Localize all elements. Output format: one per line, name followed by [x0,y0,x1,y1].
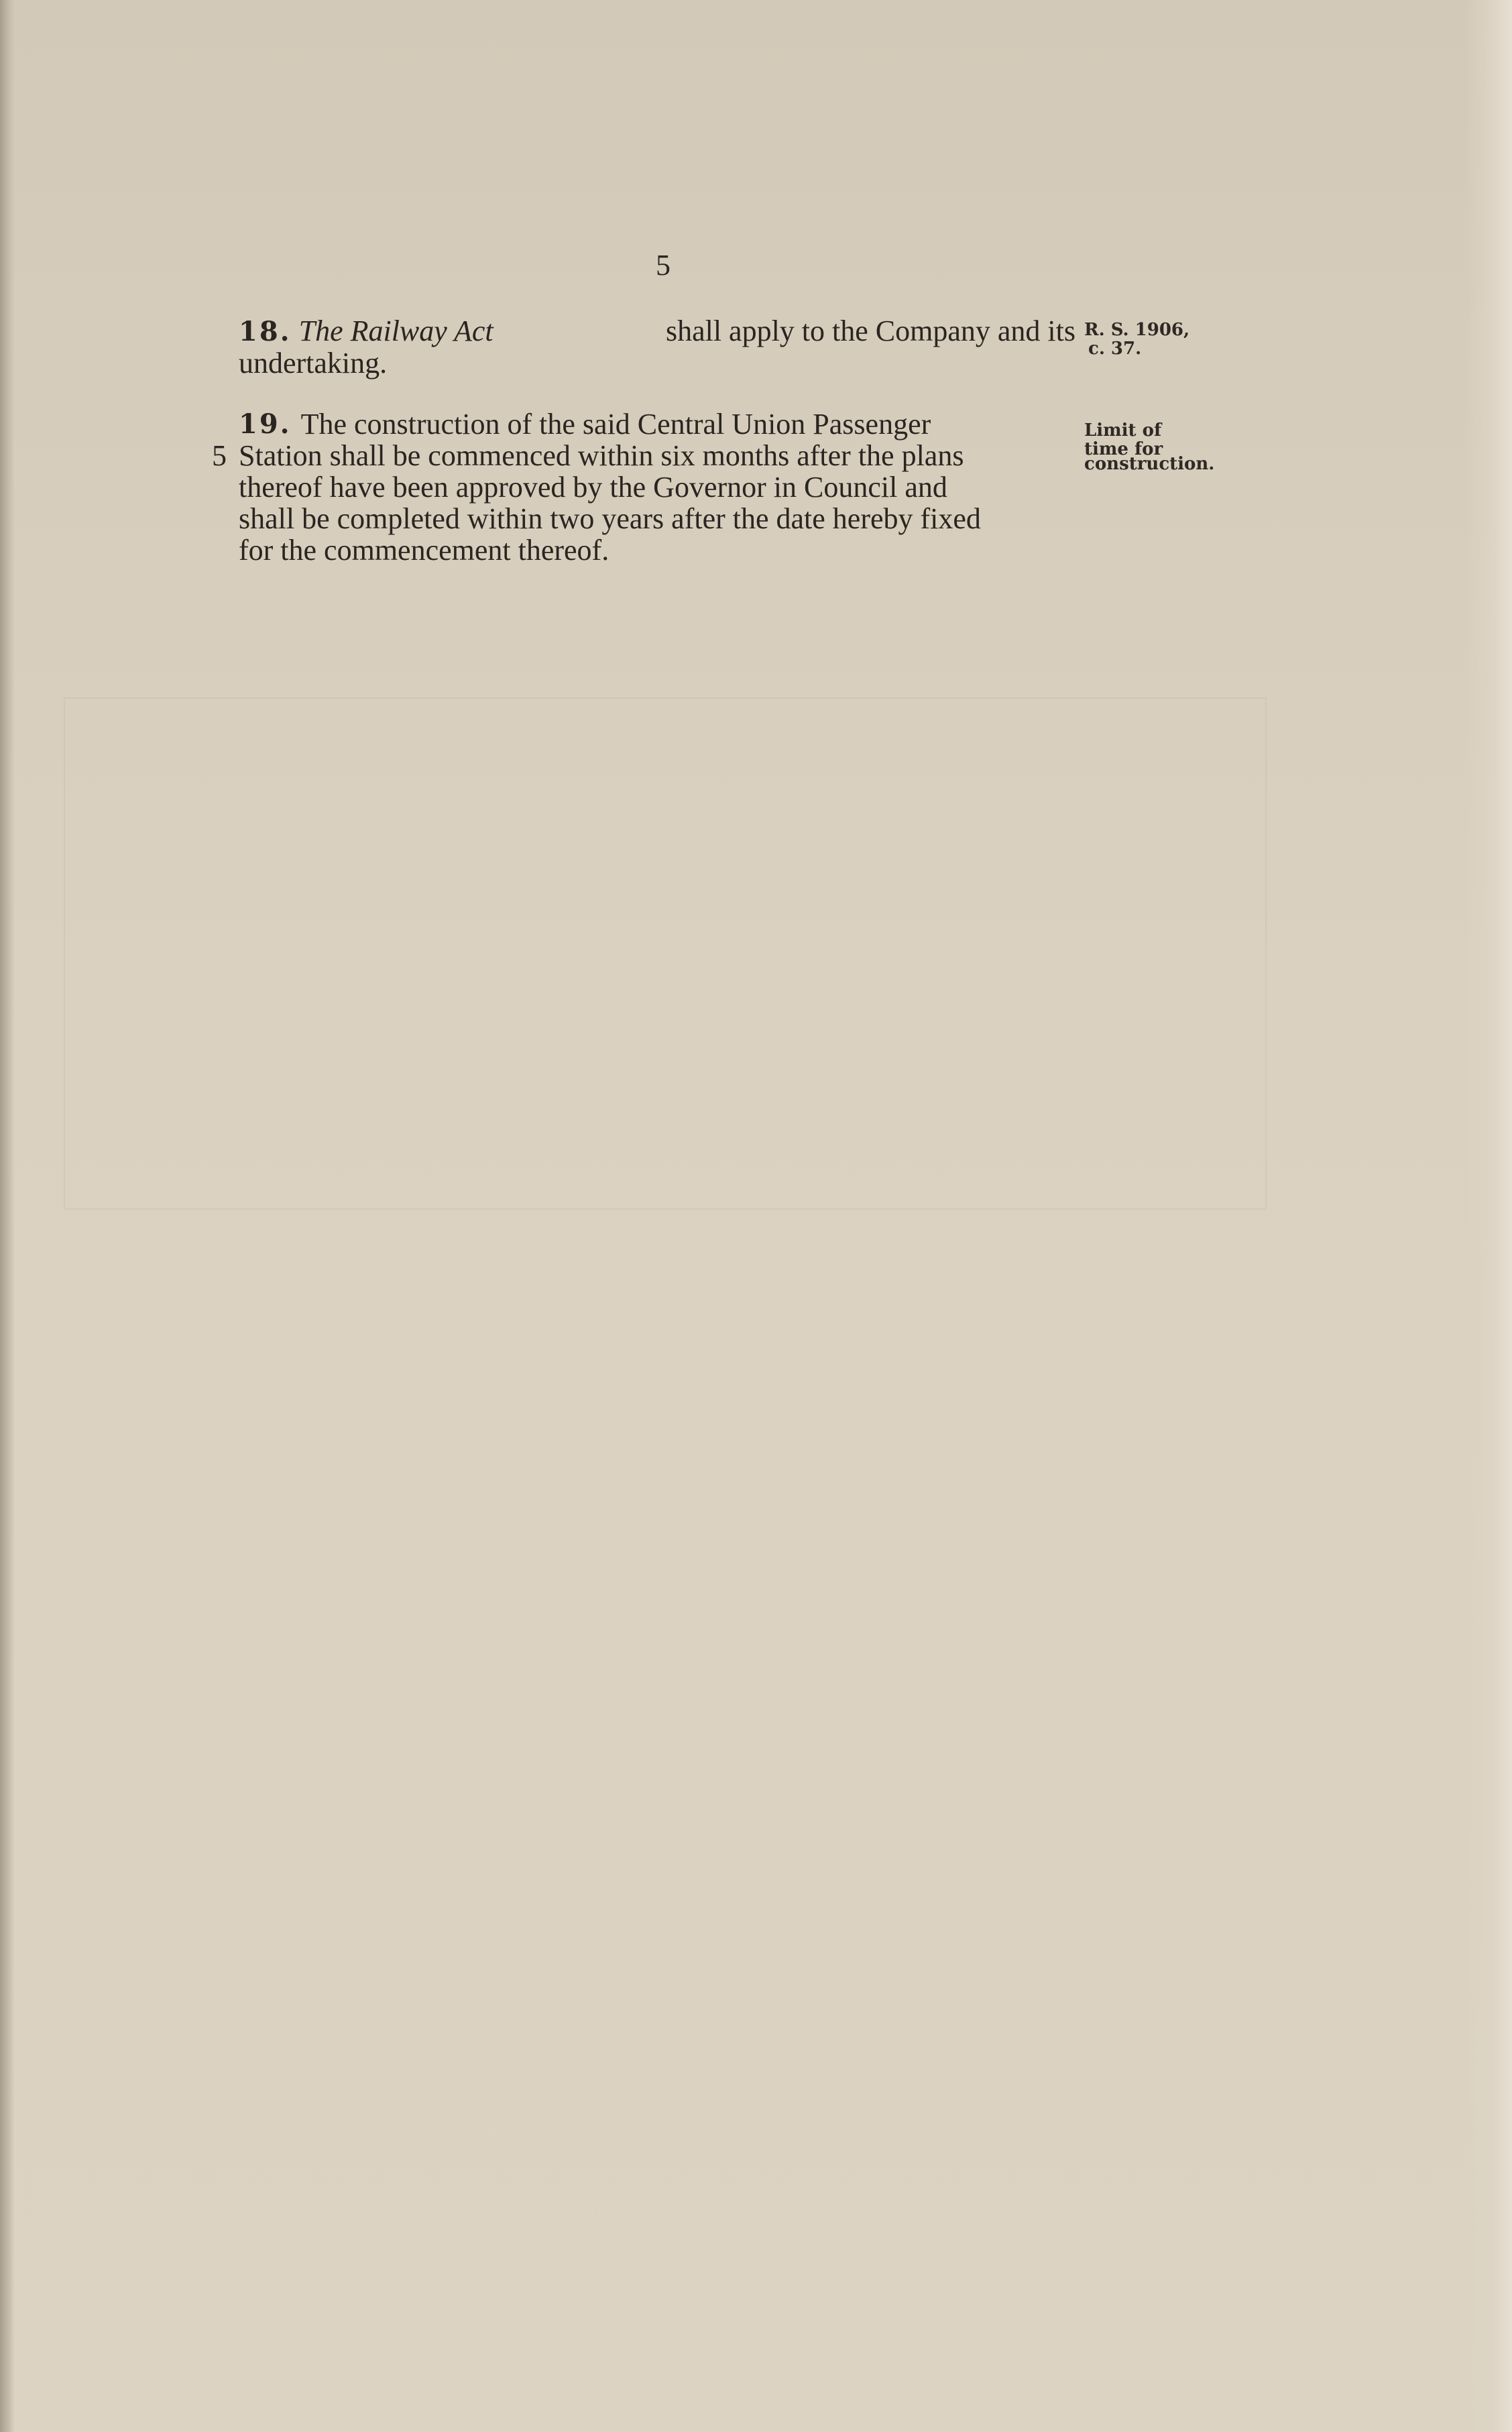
page-left-edge [0,0,15,2432]
show-through-frame [64,697,1267,1210]
marginal-note-18 [1084,321,1189,358]
section-18 [239,315,1075,379]
railway-act-title: The Railway Act [298,314,493,347]
marginal-note-18-line-2: c. 37. [1088,339,1142,359]
section-19-line-1-text: The construction of the said Central Union Passenger [300,408,931,441]
section-18-line-2: undertaking. [239,347,388,380]
section-19-number: 19. [239,408,292,440]
section-19-line-5: for the commencement thereof. [239,534,609,567]
marginal-note-18-line-1: R. S. 1906, [1084,320,1190,340]
marginal-note-19 [1084,421,1214,477]
section-19-line-4: shall be completed within two years after the date hereby fixed [239,502,981,535]
page-number: 5 [656,249,671,282]
section-19-line-3: thereof have been approved by the Governor in Council and [239,471,947,504]
section-19-line-2: Station shall be commenced within six months after the plans [239,439,964,472]
marginal-note-19-line-2: time for [1084,439,1163,459]
section-19-line-1 [239,408,1075,440]
margin-line-number: 5 [212,439,227,472]
marginal-note-19-line-1: Limit of [1084,420,1162,441]
marginal-note-19-line-3: construction. [1084,454,1215,474]
page-right-edge [1465,0,1512,2432]
section-18-line-1 [239,315,1075,347]
section-19 [239,408,1075,566]
section-18-number: 18. [239,316,292,347]
section-18-line-1-text: shall apply to the Company and its [665,314,1075,347]
